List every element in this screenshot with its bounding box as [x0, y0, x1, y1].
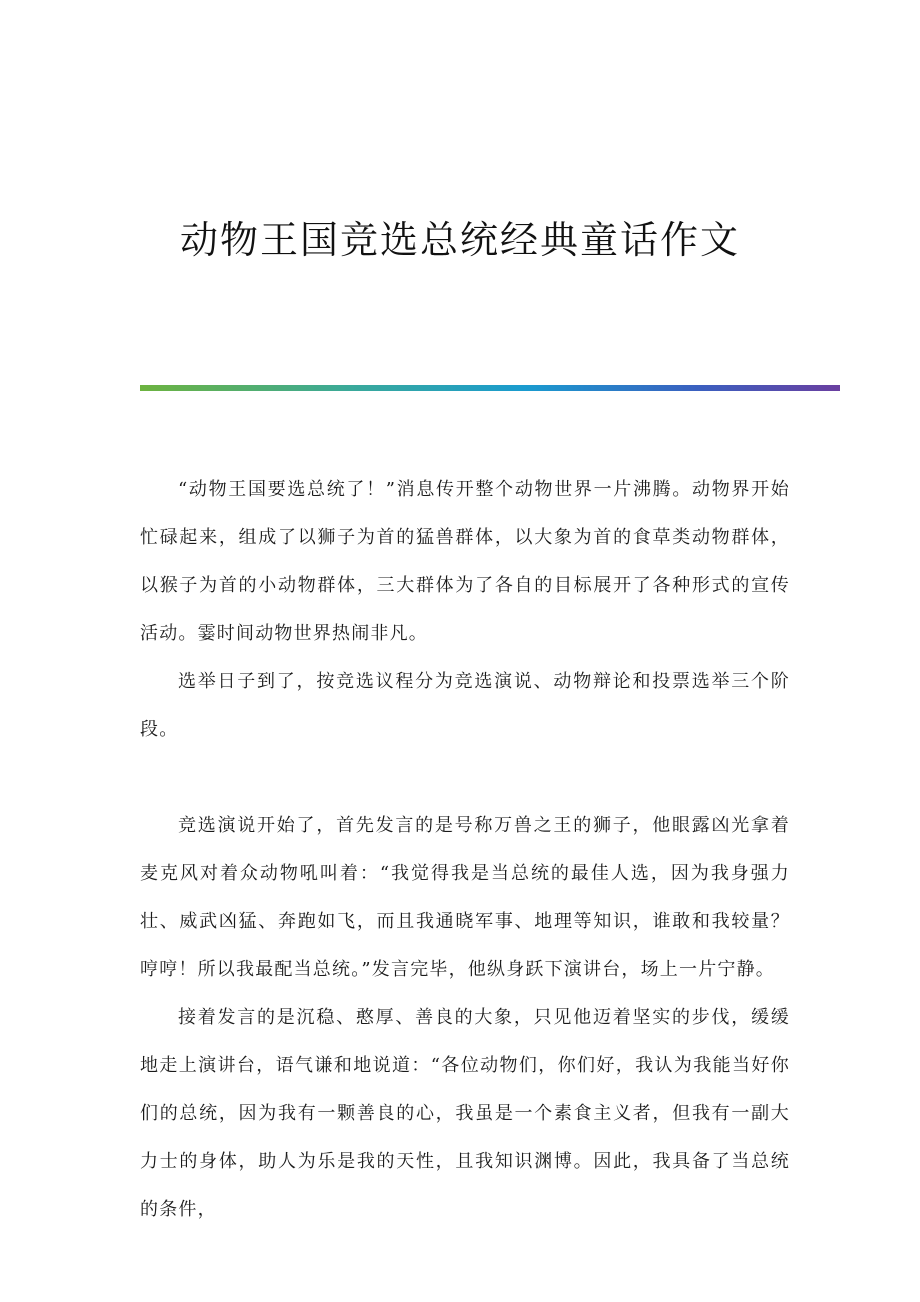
paragraph-1: “动物王国要选总统了！”消息传开整个动物世界一片沸腾。动物界开始忙碌起来，组成了以狮子为首的猛兽群体，以大象为首的食草类动物群体，以猴子为首的小动物群体，三大群体为了各自的目标展开了各种形式的宣传活动。霎时间动物世界热闹非凡。 — [140, 479, 790, 644]
document-title: 动物王国竞选总统经典童话作文 — [179, 218, 740, 262]
title-divider — [140, 385, 840, 391]
paragraph-2: 选举日子到了，按竞选议程分为竞选演说、动物辩论和投票选举三个阶段。 — [140, 671, 790, 740]
paragraph-4: 接着发言的是沉稳、憨厚、善良的大象，只见他迈着坚实的步伐，缓缓地走上演讲台，语气谦和地说道：“各位动物们，你们好，我认为我能当好你们的总统，因为我有一颗善良的心，我虽是一个素食主义者，但我有一副大力士的身体，助人为乐是我的天性，且我知识渊博。因此，我具备了当总统的条件， — [140, 1007, 790, 1220]
paragraph-gap — [140, 754, 790, 802]
paragraph-3: 竞选演说开始了，首先发言的是号称万兽之王的狮子，他眼露凶光拿着麦克风对着众动物吼叫着：“我觉得我是当总统的最佳人选，因为我身强力壮、威武凶猛、奔跑如飞，而且我通晓军事、地理等知识，谁敢和我较量？哼哼！所以我最配当总统。”发言完毕，他纵身跃下演讲台，场上一片宁静。 — [140, 815, 790, 980]
article-body — [140, 466, 790, 1234]
